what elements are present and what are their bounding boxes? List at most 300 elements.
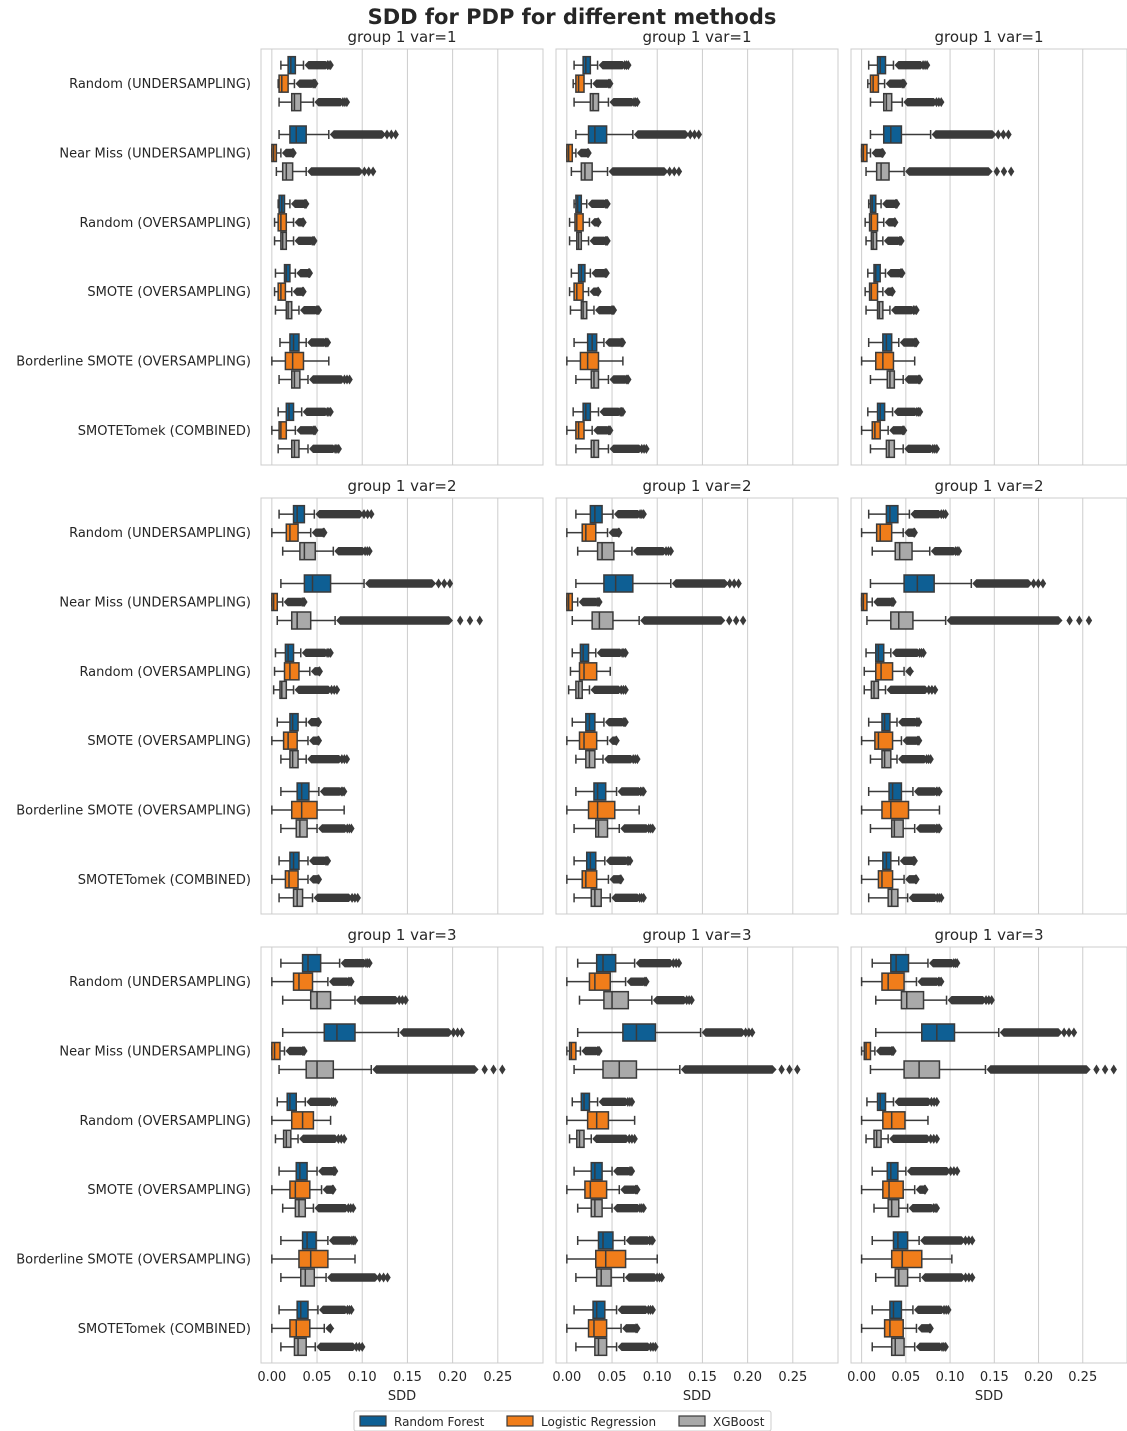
box-logistic-regression [567, 145, 592, 162]
box-body [295, 1200, 305, 1217]
box-xgboost [866, 232, 905, 249]
box-random-forest [578, 955, 682, 972]
box-body [597, 955, 616, 972]
outlier-band [972, 579, 1032, 587]
box-random-forest [281, 57, 334, 74]
outlier-band [921, 1273, 966, 1281]
category-label: Random (UNDERSAMPLING) [69, 975, 251, 991]
box-logistic-regression [567, 594, 603, 611]
box-body [892, 1338, 904, 1355]
box-logistic-regression [567, 524, 623, 541]
outlier-band [640, 616, 725, 624]
outlier-band [903, 98, 937, 106]
box-xgboost [570, 1130, 638, 1147]
box-body [576, 195, 581, 212]
box-body [583, 57, 590, 74]
box-body [288, 57, 295, 74]
category-label: Borderline SMOTE (OVERSAMPLING) [16, 803, 251, 819]
x-tick-label: 0.00 [257, 1370, 287, 1385]
box-body [874, 265, 880, 282]
outlier-point [1102, 1065, 1108, 1075]
box-xgboost [275, 232, 318, 249]
box-body [285, 353, 303, 370]
box-body [870, 75, 878, 92]
x-tick-label: 0.05 [597, 1370, 627, 1385]
box-xgboost [574, 820, 656, 837]
box-body [596, 1251, 626, 1268]
box-body [292, 612, 311, 629]
outlier-band [948, 996, 987, 1004]
panel-frame [261, 49, 543, 465]
box-body [285, 871, 298, 888]
outlier-band [316, 1343, 357, 1351]
x-tick-label: 0.20 [438, 1370, 468, 1385]
box-body [290, 126, 306, 143]
box-logistic-regression [862, 973, 945, 990]
box-body [877, 524, 892, 541]
box-logistic-regression [862, 594, 897, 611]
outlier-band [307, 167, 363, 175]
box-xgboost [864, 681, 938, 698]
box-xgboost [574, 889, 647, 906]
box-random-forest [278, 403, 334, 420]
outlier-band [894, 1098, 932, 1106]
box-body [885, 1320, 904, 1337]
box-random-forest [572, 1093, 635, 1110]
box-body [301, 1269, 315, 1286]
box-body [283, 163, 293, 180]
box-body [576, 422, 584, 439]
panel-title: group 1 var=3 [934, 926, 1044, 944]
box-body [304, 575, 330, 592]
box-logistic-regression [862, 422, 908, 439]
x-tick-label: 0.15 [979, 1370, 1009, 1385]
box-body [591, 371, 598, 388]
box-logistic-regression [278, 75, 318, 92]
box-body [581, 1093, 589, 1110]
box-body [290, 334, 299, 351]
box-logistic-regression [567, 1112, 635, 1129]
legend-label: Random Forest [394, 1415, 485, 1429]
box-body [886, 440, 894, 457]
box-body [871, 681, 878, 698]
box-body [284, 732, 298, 749]
box-random-forest [279, 126, 399, 143]
box-random-forest [279, 852, 331, 869]
box-body [294, 1338, 306, 1355]
box-body [581, 302, 586, 319]
box-xgboost [274, 681, 340, 698]
category-label: Borderline SMOTE (OVERSAMPLING) [16, 1252, 251, 1268]
box-body [297, 1301, 308, 1318]
category-label: SMOTE (OVERSAMPLING) [87, 285, 251, 301]
outlier-band [314, 894, 353, 902]
outlier-point [786, 1065, 792, 1075]
outlier-point [1040, 579, 1046, 589]
box-body [286, 403, 293, 420]
box-logistic-regression [272, 973, 355, 990]
box-xgboost [578, 543, 674, 560]
x-tick-label: 0.20 [733, 1370, 763, 1385]
box-body [297, 783, 309, 800]
box-logistic-regression [862, 145, 886, 162]
box-body [892, 820, 904, 837]
box-logistic-regression [868, 75, 907, 92]
box-body [901, 992, 923, 1009]
panel [16, 28, 543, 465]
box-logistic-regression [570, 214, 602, 231]
box-xgboost [279, 371, 353, 388]
box-body [895, 543, 912, 560]
outlier-band [609, 167, 669, 175]
outlier-band [315, 510, 364, 518]
box-logistic-regression [272, 594, 308, 611]
outlier-point [1071, 1028, 1077, 1038]
box-body [580, 353, 598, 370]
box-random-forest [576, 783, 647, 800]
box-logistic-regression [567, 353, 623, 370]
box-body [882, 802, 909, 819]
box-body [888, 1200, 899, 1217]
box-body [875, 732, 893, 749]
panel [851, 28, 1127, 465]
box-body [585, 1181, 607, 1198]
box-logistic-regression [272, 422, 319, 439]
box-random-forest [866, 644, 927, 661]
box-body [285, 644, 293, 661]
box-body [876, 663, 893, 680]
outlier-point [458, 1028, 464, 1038]
outlier-point [467, 616, 473, 626]
box-body [883, 1112, 905, 1129]
category-label: SMOTE (OVERSAMPLING) [87, 1183, 251, 1199]
box-xgboost [867, 612, 1092, 629]
outlier-band [636, 959, 675, 967]
box-random-forest [283, 1024, 465, 1041]
box-random-forest [869, 57, 931, 74]
box-body [292, 440, 299, 457]
box-xgboost [870, 94, 944, 111]
legend-label: Logistic Regression [541, 1415, 657, 1429]
outlier-point [907, 666, 913, 676]
outlier-point [733, 616, 739, 626]
box-body [589, 973, 610, 990]
box-xgboost [866, 302, 920, 319]
box-body [596, 820, 608, 837]
box-xgboost [869, 889, 945, 906]
outlier-point [457, 616, 463, 626]
box-body [891, 612, 913, 629]
chart-title: SDD for PDP for different methods [367, 5, 777, 29]
box-logistic-regression [275, 663, 323, 680]
box-body [890, 1301, 902, 1318]
outlier-band [330, 130, 386, 138]
box-logistic-regression [275, 283, 307, 300]
box-random-forest [574, 57, 631, 74]
outlier-point [749, 1028, 755, 1038]
box-body [862, 145, 867, 162]
box-logistic-regression [567, 422, 614, 439]
outlier-band [633, 547, 667, 555]
box-logistic-regression [272, 871, 322, 888]
box-body [281, 232, 286, 249]
category-label: SMOTETomek (COMBINED) [77, 872, 251, 888]
panel-title: group 1 var=1 [934, 28, 1044, 46]
box-logistic-regression [865, 283, 896, 300]
outlier-band [625, 1273, 659, 1281]
box-random-forest [279, 506, 374, 523]
box-body [598, 543, 614, 560]
category-label: SMOTETomek (COMBINED) [77, 1321, 251, 1337]
box-body [884, 94, 892, 111]
box-body [580, 644, 588, 661]
box-xgboost [866, 1130, 940, 1147]
outlier-band [334, 547, 366, 555]
box-body [300, 543, 315, 560]
box-body [597, 1269, 611, 1286]
box-logistic-regression [272, 353, 329, 370]
category-label: Random (OVERSAMPLING) [79, 1113, 251, 1129]
box-body [893, 1232, 907, 1249]
x-tick-label: 0.10 [642, 1370, 672, 1385]
box-body [290, 714, 298, 731]
outlier-point [1076, 616, 1082, 626]
box-xgboost [870, 820, 942, 837]
box-random-forest [576, 506, 647, 523]
box-logistic-regression [862, 802, 940, 819]
box-body [589, 1320, 607, 1337]
box-body [567, 145, 572, 162]
box-body [299, 1251, 328, 1268]
box-xgboost [870, 1061, 1116, 1078]
box-logistic-regression [567, 1181, 641, 1198]
box-body [324, 1024, 355, 1041]
box-logistic-regression [272, 732, 322, 749]
outlier-point [1066, 616, 1072, 626]
box-random-forest [872, 1232, 975, 1249]
box-body [284, 1130, 291, 1147]
x-tick-label: 0.05 [302, 1370, 332, 1385]
box-body [574, 283, 583, 300]
panel-title: group 1 var=3 [642, 926, 752, 944]
box-body [623, 1024, 656, 1041]
box-xgboost [277, 612, 483, 629]
box-random-forest [572, 644, 629, 661]
box-body [290, 852, 299, 869]
box-body [871, 232, 876, 249]
box-body [886, 506, 898, 523]
outlier-band [590, 686, 622, 694]
outlier-point [327, 1323, 333, 1333]
box-body [278, 214, 286, 231]
box-random-forest [870, 126, 1011, 143]
outlier-band [887, 686, 930, 694]
box-random-forest [869, 714, 923, 731]
box-random-forest [574, 852, 633, 869]
box-random-forest [278, 195, 309, 212]
box-logistic-regression [862, 1320, 934, 1337]
box-body [878, 1093, 886, 1110]
box-body [577, 1130, 584, 1147]
box-logistic-regression [272, 1043, 308, 1060]
outlier-band [618, 1343, 652, 1351]
outlier-band [634, 130, 690, 138]
box-body [287, 1093, 296, 1110]
outlier-point [969, 1273, 975, 1283]
box-xgboost [276, 163, 376, 180]
box-random-forest [872, 1163, 960, 1180]
box-random-forest [574, 195, 611, 212]
panel [556, 477, 838, 914]
box-body [604, 992, 628, 1009]
box-body [580, 732, 597, 749]
outlier-band [986, 1065, 1090, 1073]
outlier-band [947, 616, 1063, 624]
box-logistic-regression [275, 214, 307, 231]
legend-label: XGBoost [713, 1415, 765, 1429]
box-body [904, 575, 934, 592]
box-body [878, 302, 883, 319]
box-body [588, 1112, 609, 1129]
box-logistic-regression [865, 214, 898, 231]
box-logistic-regression [567, 973, 650, 990]
outlier-point [370, 167, 376, 177]
box-body [591, 889, 601, 906]
box-body [586, 714, 595, 731]
x-tick-label: 0.25 [483, 1370, 513, 1385]
box-logistic-regression [573, 75, 613, 92]
box-body [876, 644, 884, 661]
panel-title: group 1 var=1 [642, 28, 752, 46]
box-random-forest [576, 126, 702, 143]
box-body [888, 889, 898, 906]
panel [556, 28, 838, 465]
x-tick-label: 0.15 [687, 1370, 717, 1385]
box-logistic-regression [862, 1043, 897, 1060]
box-xgboost [870, 751, 933, 768]
box-logistic-regression [272, 1251, 355, 1268]
box-random-forest [281, 783, 347, 800]
box-body [877, 163, 889, 180]
box-body [589, 126, 607, 143]
outlier-point [740, 616, 746, 626]
box-random-forest [576, 575, 742, 592]
box-xgboost [275, 302, 322, 319]
box-xgboost [576, 440, 650, 457]
box-body [884, 126, 902, 143]
box-body [594, 783, 606, 800]
box-body [591, 1163, 602, 1180]
box-xgboost [576, 1269, 665, 1286]
box-body [887, 1163, 898, 1180]
box-body [862, 594, 867, 611]
box-xgboost [279, 889, 361, 906]
box-random-forest [578, 1024, 756, 1041]
outlier-band [618, 1306, 650, 1314]
x-tick-label: 0.05 [891, 1370, 921, 1385]
box-logistic-regression [862, 1112, 928, 1129]
box-logistic-regression [567, 1043, 603, 1060]
panel [16, 477, 543, 914]
box-logistic-regression [567, 1320, 641, 1337]
panels [16, 28, 1127, 1404]
box-body [306, 1061, 333, 1078]
outlier-band [592, 1135, 630, 1143]
box-body [285, 663, 299, 680]
box-random-forest [571, 265, 609, 282]
outlier-point [1001, 167, 1007, 177]
box-random-forest [868, 403, 923, 420]
x-tick-label: 0.25 [1068, 1370, 1098, 1385]
legend-swatch [507, 1416, 533, 1426]
box-body [292, 94, 301, 111]
outlier-band [336, 616, 453, 624]
box-body [889, 783, 901, 800]
box-xgboost [872, 1338, 949, 1355]
box-xgboost [279, 94, 350, 111]
category-label: Random (OVERSAMPLING) [79, 664, 251, 680]
box-logistic-regression [272, 1112, 331, 1129]
x-tick-label: 0.00 [847, 1370, 877, 1385]
box-body [580, 663, 597, 680]
category-label: Borderline SMOTE (OVERSAMPLING) [16, 354, 251, 370]
outlier-band [653, 996, 688, 1004]
outlier-point [1086, 616, 1092, 626]
box-body [285, 265, 290, 282]
outlier-point [435, 579, 441, 589]
x-axis-label: SDD [974, 1389, 1004, 1404]
x-tick-label: 0.00 [552, 1370, 582, 1385]
outlier-point [1093, 1065, 1099, 1075]
outlier-band [905, 167, 993, 175]
panel [851, 477, 1127, 914]
box-body [592, 612, 613, 629]
box-body [570, 1043, 576, 1060]
box-body [292, 802, 317, 819]
legend-swatch [360, 1416, 386, 1426]
box-body [593, 1301, 605, 1318]
box-random-forest [868, 265, 906, 282]
outlier-point [441, 579, 447, 589]
box-body [874, 1130, 881, 1147]
category-label: SMOTETomek (COMBINED) [77, 423, 251, 439]
box-body [876, 353, 894, 370]
box-xgboost [283, 1200, 357, 1217]
box-body [278, 283, 285, 300]
outlier-band [702, 1028, 746, 1036]
outlier-point [499, 1065, 505, 1075]
panel-title: group 1 var=2 [642, 477, 752, 495]
box-body [589, 802, 615, 819]
box-logistic-regression [567, 871, 624, 888]
category-label: Near Miss (UNDERSAMPLING) [59, 146, 251, 162]
box-body [583, 403, 590, 420]
box-body [887, 371, 894, 388]
box-body [567, 594, 572, 611]
outlier-band [365, 579, 436, 587]
outlier-point [384, 1273, 390, 1283]
box-random-forest [574, 1301, 656, 1318]
x-tick-label: 0.20 [1024, 1370, 1054, 1385]
box-xgboost [576, 751, 641, 768]
outlier-point [481, 1065, 487, 1075]
box-body [294, 506, 305, 523]
outlier-point [477, 616, 483, 626]
box-random-forest [869, 852, 918, 869]
box-logistic-regression [272, 524, 328, 541]
box-body [922, 1024, 955, 1041]
box-xgboost [279, 1061, 505, 1078]
